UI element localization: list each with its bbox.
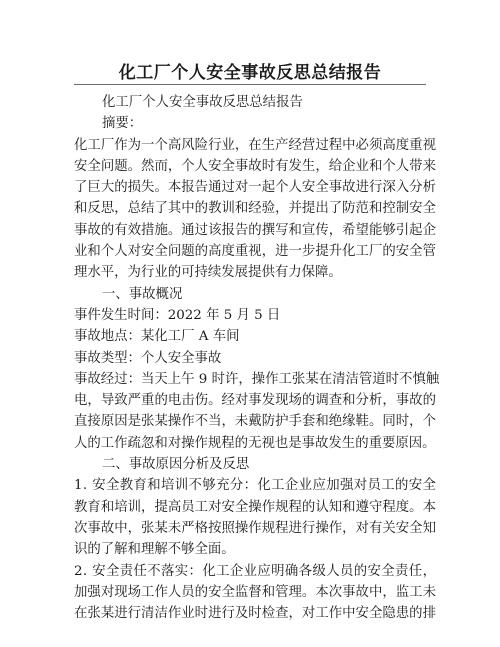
- page-title: 化工厂个人安全事故反思总结报告: [118, 63, 382, 83]
- paragraph-line: 识的了解和理解不够全面。: [74, 542, 235, 558]
- paragraph-line: 直 接 原 因 是 张 某 操 作 不 当 ， 未 戴 防 护 手 套 和 绝 缘 鞋 。 同 时 ， 个: [74, 414, 436, 430]
- paragraph-line: 教 育 和 培 训 ， 提 高 员 工 对 安 全 操 作 规 程 的 认 知 和 遵 守 程 度 。 本: [74, 499, 436, 515]
- paragraph-line: 在 张 某 进 行 清 洁 作 业 时 进 行 及 时 检 查 ， 对 工 作 中 安 全 隐 患 的 排: [74, 606, 436, 622]
- paragraph-line: 和 反 思 ， 总 结 了 其 中 的 教 训 和 经 验 ， 并 提 出 了 防 范 和 控 制 安 全: [74, 201, 436, 217]
- paragraph-line: 事 故 经 过 ： 当 天 上 午 9 时 许 ， 操 作 工 张 某 在 清 洁 管 道 时 不 慎 触: [74, 371, 440, 387]
- paragraph-line: 事故地点：某化工厂 A 车间: [74, 329, 240, 345]
- paragraph-line: 次 事 故 中 ， 张 某 未 严 格 按 照 操 作 规 程 进 行 操 作 ， 对 有 关 安 全 知: [74, 520, 436, 536]
- paragraph-line: 二、事故原因分析及反思: [102, 457, 250, 473]
- paragraph-line: 加 强 对 现 场 工 作 人 员 的 安 全 监 督 和 管 理 。 本 次 事 故 中 ， 监 工 未: [74, 584, 436, 600]
- paragraph-line: 电 ， 导 致 严 重 的 电 击 伤 。 经 对 事 发 现 场 的 调 查 和 分 析 ， 事 故 的: [74, 393, 436, 409]
- paragraph-line: 理水平，为行业的可持续发展提供有力保障。: [74, 265, 342, 281]
- paragraph-line: 事件发生时间：2022 年 5 月 5 日: [74, 307, 281, 323]
- paragraph-line: 了 巨 大 的 损 失 。 本 报 告 通 过 对 一 起 个 人 安 全 事 故 进 行 深 入 分 析: [74, 180, 436, 196]
- paragraph-line: 事故类型：个人安全事故: [74, 350, 222, 366]
- paragraph-line: 业 和 个 人 对 安 全 问 题 的 高 度 重 视 ， 进 一 步 提 升 化 工 厂 的 安 全 管: [74, 244, 436, 260]
- paragraph-line: 2 . 安 全 责 任 不 落 实 ： 化 工 企 业 应 明 确 各 级 人 员 的 安 全 责 任 ，: [74, 563, 436, 579]
- document-body: [74, 92, 440, 624]
- paragraph-line: 摘要：: [102, 116, 143, 132]
- paragraph-line: 化 工 厂 作 为 一 个 高 风 险 行 业 ， 在 生 产 经 营 过 程 中 必 须 高 度 重 视: [74, 137, 436, 153]
- paragraph-line: 事 故 的 有 效 措 施 。 通 过 该 报 告 的 撰 写 和 宣 传 ， 希 望 能 够 引 起 企: [74, 222, 436, 238]
- paragraph-line: 一、事故概况: [102, 286, 183, 302]
- paragraph-line: 化工厂个人安全事故反思总结报告: [102, 95, 303, 110]
- paragraph-line: 1 . 安 全 教 育 和 培 训 不 够 充 分 ： 化 工 企 业 应 加 强 对 员 工 的 安 全: [74, 478, 436, 494]
- paragraph-line: 人的工作疏忽和对操作规程的无视也是事故发生的重要原因。: [74, 435, 436, 451]
- paragraph-line: 安 全 问 题 。 然 而 ， 个 人 安 全 事 故 时 有 发 生 ， 给 企 业 和 个 人 带 来: [74, 158, 436, 174]
- title-divider: [74, 84, 426, 85]
